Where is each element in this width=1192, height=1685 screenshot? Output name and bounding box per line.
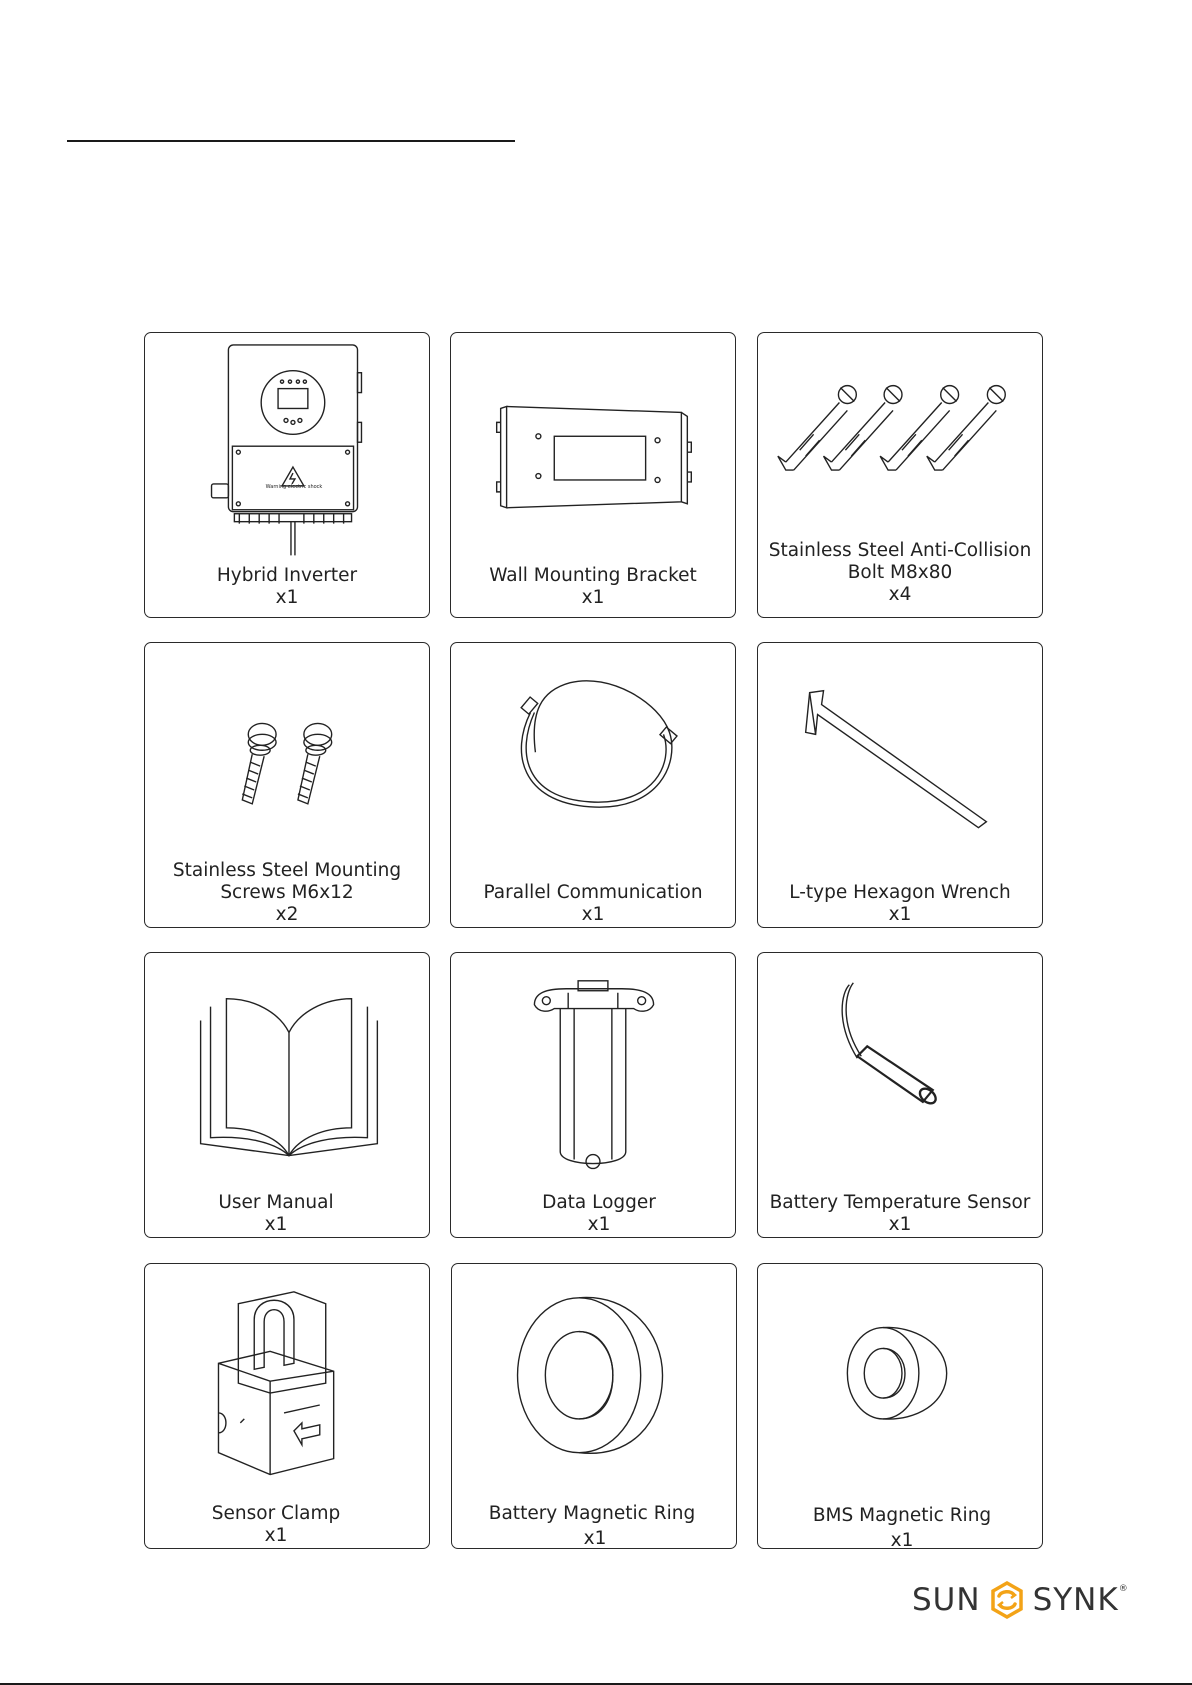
item-caption (123, 1503, 429, 1547)
item-quantity: x1 (583, 1528, 607, 1549)
item-card-parallel-cable (450, 642, 736, 928)
item-quantity: x1 (264, 1214, 288, 1235)
item-quantity: x1 (890, 1530, 914, 1551)
item-card-user-manual (144, 952, 430, 1238)
item-name-line: BMS Magnetic Ring (812, 1505, 992, 1526)
item-name-line: Stainless Steel Mounting (172, 860, 402, 881)
item-quantity: x1 (888, 1214, 912, 1235)
item-name-line: L-type Hexagon Wrench (789, 882, 1011, 903)
item-quantity: x1 (275, 587, 299, 608)
item-quantity: x4 (888, 584, 912, 605)
item-name-line: Hybrid Inverter (216, 565, 358, 586)
item-quantity: x1 (581, 587, 605, 608)
item-name-line: Battery Temperature Sensor (769, 1192, 1031, 1213)
item-name-line: User Manual (218, 1192, 334, 1213)
item-card-mounting-screws (144, 642, 430, 928)
section-heading-rule (67, 140, 515, 142)
item-card-wall-bracket (450, 332, 736, 618)
item-card-temperature-sensor (757, 952, 1043, 1238)
registered-mark: ® (1118, 1584, 1129, 1594)
item-caption (758, 882, 1042, 926)
item-quantity: x1 (587, 1214, 611, 1235)
sunsynk-logo (912, 1578, 1129, 1622)
item-caption (451, 565, 735, 609)
item-quantity: x1 (264, 1525, 288, 1546)
item-caption (762, 1505, 1042, 1552)
item-name-line: Screws M6x12 (220, 882, 354, 903)
item-card-hex-wrench (757, 642, 1043, 928)
item-name-line: Bolt M8x80 (847, 562, 953, 583)
item-caption (758, 540, 1042, 606)
item-card-hybrid-inverter (144, 332, 430, 618)
item-name-line: Battery Magnetic Ring (488, 1503, 696, 1524)
item-caption (145, 565, 429, 609)
item-card-data-logger (450, 952, 736, 1238)
item-name-line: Wall Mounting Bracket (489, 565, 697, 586)
item-name-line: Sensor Clamp (211, 1503, 341, 1524)
item-caption (463, 1192, 735, 1236)
item-name-line: Parallel Communication (483, 882, 703, 903)
item-card-battery-ring (451, 1263, 737, 1549)
sunsynk-logo-icon (987, 1580, 1027, 1620)
logo-text-right: SYNK (1032, 1582, 1119, 1618)
item-card-sensor-clamp (144, 1263, 430, 1549)
item-caption (451, 882, 735, 926)
item-quantity: x1 (888, 904, 912, 925)
item-caption (758, 1192, 1042, 1236)
logo-text-left: SUN (912, 1582, 981, 1618)
item-name-line: Data Logger (542, 1192, 656, 1213)
inverter-warning-label: Warning electric shock (265, 484, 323, 490)
item-name-line: Stainless Steel Anti-Collision (768, 540, 1032, 561)
item-card-anchor-bolts (757, 332, 1043, 618)
item-quantity: x2 (275, 904, 299, 925)
item-card-bms-ring (757, 1263, 1043, 1549)
item-caption (145, 860, 429, 926)
item-quantity: x1 (581, 904, 605, 925)
item-caption (448, 1503, 736, 1550)
item-caption (123, 1192, 429, 1236)
